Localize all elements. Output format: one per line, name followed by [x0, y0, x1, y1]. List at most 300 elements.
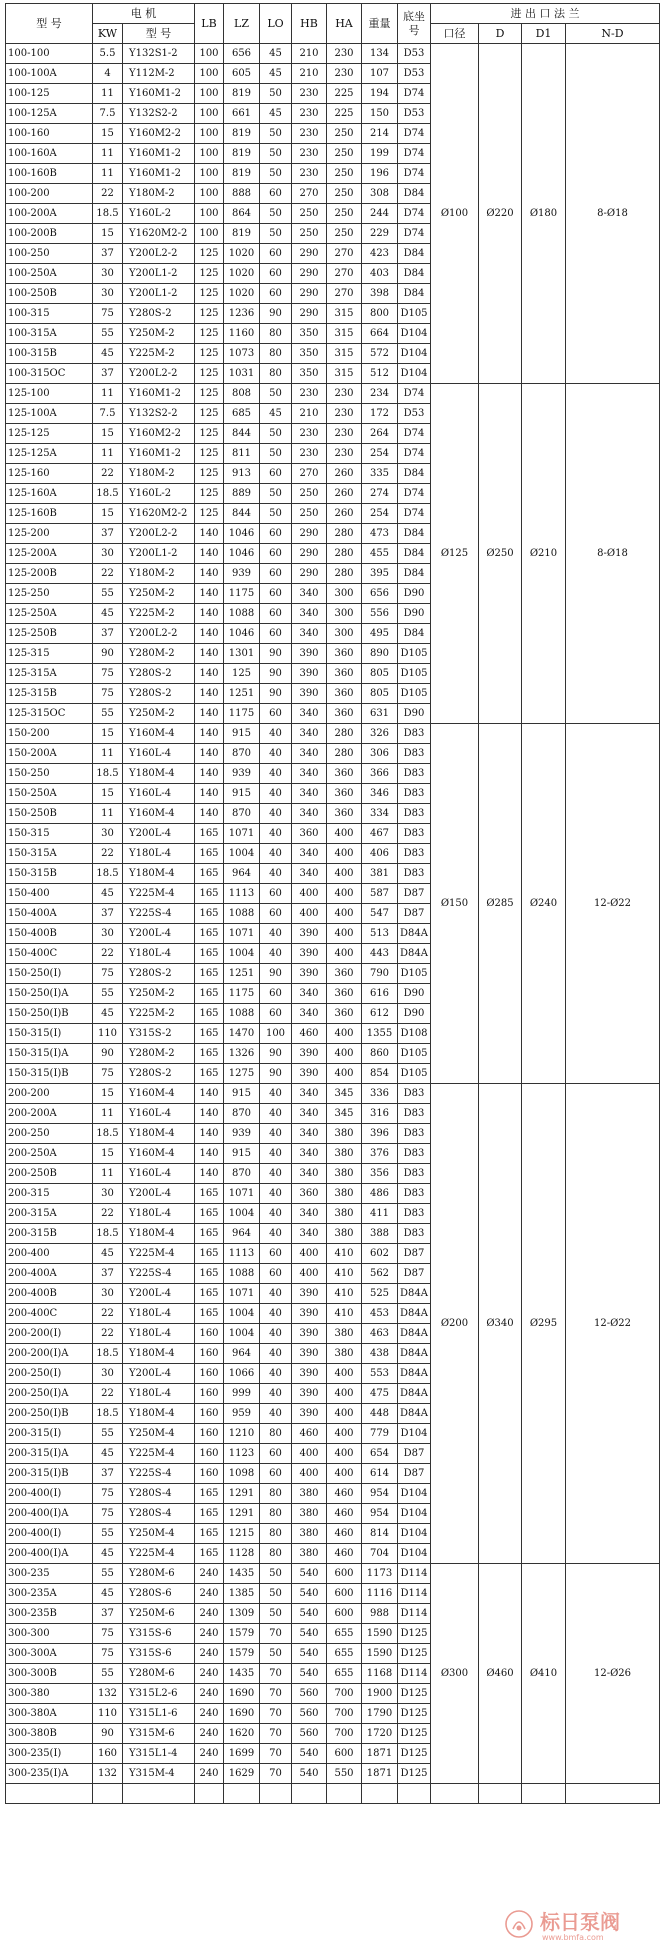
cell-hb: 290 — [292, 244, 327, 264]
brand-logo-icon — [504, 1909, 534, 1939]
cell-lo: 60 — [260, 564, 292, 584]
cell-model: 200-250(I) — [6, 1364, 93, 1384]
cell-model: 100-100A — [6, 64, 93, 84]
cell-lb: 140 — [195, 1144, 224, 1164]
cell-lb: 165 — [195, 1064, 224, 1084]
cell-lb: 160 — [195, 1404, 224, 1424]
cell-model: 100-315 — [6, 304, 93, 324]
cell-lz: 939 — [224, 1124, 260, 1144]
cell-base: D53 — [398, 44, 431, 64]
cell-lo: 90 — [260, 1044, 292, 1064]
cell-motor-model: Y160L-2 — [123, 484, 195, 504]
cell-kw: 30 — [93, 924, 123, 944]
cell-ha: 380 — [327, 1184, 362, 1204]
cell-motor-model: Y160M1-2 — [123, 144, 195, 164]
cell-hb: 340 — [292, 1084, 327, 1104]
cell-base: D105 — [398, 1044, 431, 1064]
cell-lb: 165 — [195, 1484, 224, 1504]
cell-hb: 540 — [292, 1624, 327, 1644]
cell-ha: 400 — [327, 1424, 362, 1444]
cell-lo: 40 — [260, 1224, 292, 1244]
cell-hb: 540 — [292, 1604, 327, 1624]
cell-ha: 230 — [327, 444, 362, 464]
cell-kw: 45 — [93, 1444, 123, 1464]
cell-lb: 140 — [195, 1084, 224, 1104]
cell-hb: 390 — [292, 644, 327, 664]
cell-model: 150-315(I)A — [6, 1044, 93, 1064]
cell-lb: 165 — [195, 1224, 224, 1244]
cell-lz: 1004 — [224, 944, 260, 964]
cell-motor-model: Y200L-4 — [123, 924, 195, 944]
cell-lz: 1251 — [224, 684, 260, 704]
pump-spec-table — [5, 3, 660, 1804]
cell-base: D84A — [398, 1324, 431, 1344]
cell-kw: 55 — [93, 324, 123, 344]
cell-lb: 165 — [195, 844, 224, 864]
cell-hb: 340 — [292, 724, 327, 744]
cell-lb: 240 — [195, 1744, 224, 1764]
cell-weight: 214 — [362, 124, 398, 144]
cell-lb: 140 — [195, 784, 224, 804]
cell-motor-model: Y180M-4 — [123, 864, 195, 884]
cell-kw: 110 — [93, 1704, 123, 1724]
cell-lz: 915 — [224, 724, 260, 744]
cell-weight: 553 — [362, 1364, 398, 1384]
cell-lb: 240 — [195, 1564, 224, 1584]
cell-base: D90 — [398, 604, 431, 624]
cell-model: 100-315OC — [6, 364, 93, 384]
cell-lo: 40 — [260, 744, 292, 764]
cell-weight: 654 — [362, 1444, 398, 1464]
cell-lz: 888 — [224, 184, 260, 204]
cell-base: D125 — [398, 1684, 431, 1704]
cell-lz: 1088 — [224, 1264, 260, 1284]
cell-weight: 336 — [362, 1084, 398, 1104]
cell-flange-nd: 12-Ø22 — [566, 1084, 660, 1564]
cell-lb: 165 — [195, 1244, 224, 1264]
cell-base: D104 — [398, 1524, 431, 1544]
blank-cell — [6, 1784, 93, 1804]
cell-lb: 165 — [195, 1544, 224, 1564]
cell-lo: 50 — [260, 144, 292, 164]
cell-lb: 240 — [195, 1644, 224, 1664]
cell-kw: 11 — [93, 84, 123, 104]
cell-lo: 90 — [260, 1064, 292, 1084]
cell-kw: 15 — [93, 1144, 123, 1164]
cell-ha: 315 — [327, 304, 362, 324]
cell-lz: 1309 — [224, 1604, 260, 1624]
cell-weight: 334 — [362, 804, 398, 824]
cell-model: 100-200A — [6, 204, 93, 224]
cell-lz: 1128 — [224, 1544, 260, 1564]
cell-lb: 160 — [195, 1324, 224, 1344]
cell-lz: 1098 — [224, 1464, 260, 1484]
cell-lb: 160 — [195, 1444, 224, 1464]
cell-lb: 165 — [195, 1504, 224, 1524]
cell-motor-model: Y225M-2 — [123, 344, 195, 364]
cell-base: D84 — [398, 264, 431, 284]
cell-model: 150-315 — [6, 824, 93, 844]
cell-weight: 423 — [362, 244, 398, 264]
cell-weight: 664 — [362, 324, 398, 344]
cell-weight: 800 — [362, 304, 398, 324]
cell-model: 200-400(I)A — [6, 1544, 93, 1564]
cell-base: D104 — [398, 1424, 431, 1444]
cell-weight: 890 — [362, 644, 398, 664]
header-motor: 电 机 — [93, 4, 195, 24]
cell-ha: 400 — [327, 824, 362, 844]
cell-motor-model: Y280M-6 — [123, 1564, 195, 1584]
cell-lb: 100 — [195, 84, 224, 104]
cell-hb: 390 — [292, 1364, 327, 1384]
cell-lo: 60 — [260, 464, 292, 484]
cell-hb: 340 — [292, 744, 327, 764]
cell-lz: 1210 — [224, 1424, 260, 1444]
cell-base: D53 — [398, 104, 431, 124]
cell-ha: 270 — [327, 264, 362, 284]
cell-kw: 11 — [93, 444, 123, 464]
cell-base: D104 — [398, 1544, 431, 1564]
header-ha: HA — [327, 4, 362, 44]
blank-cell — [522, 1784, 566, 1804]
cell-lo: 100 — [260, 1024, 292, 1044]
cell-model: 300-380 — [6, 1684, 93, 1704]
cell-hb: 340 — [292, 1124, 327, 1144]
cell-lz: 1301 — [224, 644, 260, 664]
cell-lz: 819 — [224, 84, 260, 104]
cell-motor-model: Y200L-4 — [123, 824, 195, 844]
cell-motor-model: Y315M-6 — [123, 1724, 195, 1744]
cell-base: D104 — [398, 1484, 431, 1504]
blank-cell — [93, 1784, 123, 1804]
cell-kw: 18.5 — [93, 1224, 123, 1244]
cell-kw: 55 — [93, 1664, 123, 1684]
cell-lb: 100 — [195, 184, 224, 204]
cell-model: 100-200B — [6, 224, 93, 244]
cell-motor-model: Y180L-4 — [123, 1324, 195, 1344]
cell-lb: 140 — [195, 704, 224, 724]
cell-hb: 340 — [292, 764, 327, 784]
cell-model: 200-400A — [6, 1264, 93, 1284]
cell-lz: 915 — [224, 1144, 260, 1164]
cell-weight: 308 — [362, 184, 398, 204]
cell-lb: 165 — [195, 904, 224, 924]
cell-motor-model: Y225S-4 — [123, 1464, 195, 1484]
cell-lo: 40 — [260, 804, 292, 824]
cell-ha: 700 — [327, 1724, 362, 1744]
cell-lo: 80 — [260, 324, 292, 344]
cell-base: D74 — [398, 124, 431, 144]
cell-model: 100-125A — [6, 104, 93, 124]
cell-model: 200-250 — [6, 1124, 93, 1144]
cell-base: D84 — [398, 464, 431, 484]
cell-motor-model: Y315S-6 — [123, 1644, 195, 1664]
cell-motor-model: Y180M-2 — [123, 464, 195, 484]
cell-ha: 655 — [327, 1664, 362, 1684]
cell-hb: 340 — [292, 1004, 327, 1024]
cell-base: D125 — [398, 1704, 431, 1724]
cell-lb: 160 — [195, 1384, 224, 1404]
cell-motor-model: Y315L1-6 — [123, 1704, 195, 1724]
cell-ha: 400 — [327, 1024, 362, 1044]
blank-cell — [566, 1784, 660, 1804]
cell-weight: 486 — [362, 1184, 398, 1204]
cell-base: D84 — [398, 184, 431, 204]
cell-base: D74 — [398, 224, 431, 244]
cell-kw: 37 — [93, 364, 123, 384]
cell-base: D74 — [398, 504, 431, 524]
cell-lo: 60 — [260, 984, 292, 1004]
cell-weight: 614 — [362, 1464, 398, 1484]
cell-hb: 340 — [292, 1164, 327, 1184]
cell-motor-model: Y225M-4 — [123, 1244, 195, 1264]
cell-weight: 1871 — [362, 1764, 398, 1784]
cell-kw: 55 — [93, 984, 123, 1004]
cell-model: 200-200 — [6, 1084, 93, 1104]
cell-lz: 844 — [224, 504, 260, 524]
cell-hb: 390 — [292, 1284, 327, 1304]
cell-motor-model: Y160M-4 — [123, 804, 195, 824]
cell-model: 200-200A — [6, 1104, 93, 1124]
cell-model: 125-160 — [6, 464, 93, 484]
cell-ha: 250 — [327, 144, 362, 164]
cell-model: 125-100A — [6, 404, 93, 424]
cell-base: D90 — [398, 984, 431, 1004]
cell-hb: 540 — [292, 1644, 327, 1664]
cell-base: D84A — [398, 1304, 431, 1324]
cell-lz: 1113 — [224, 1244, 260, 1264]
cell-kw: 18.5 — [93, 1344, 123, 1364]
cell-lb: 140 — [195, 644, 224, 664]
cell-motor-model: Y250M-2 — [123, 324, 195, 344]
cell-hb: 460 — [292, 1424, 327, 1444]
cell-motor-model: Y250M-2 — [123, 984, 195, 1004]
cell-lb: 140 — [195, 684, 224, 704]
cell-lb: 125 — [195, 324, 224, 344]
cell-hb: 290 — [292, 544, 327, 564]
cell-ha: 655 — [327, 1624, 362, 1644]
cell-lo: 60 — [260, 1264, 292, 1284]
cell-motor-model: Y250M-6 — [123, 1604, 195, 1624]
cell-lz: 1046 — [224, 544, 260, 564]
cell-ha: 250 — [327, 124, 362, 144]
cell-kw: 75 — [93, 964, 123, 984]
cell-motor-model: Y1620M2-2 — [123, 504, 195, 524]
cell-ha: 460 — [327, 1504, 362, 1524]
cell-lb: 240 — [195, 1624, 224, 1644]
cell-weight: 556 — [362, 604, 398, 624]
cell-base: D84 — [398, 544, 431, 564]
cell-kw: 55 — [93, 1524, 123, 1544]
cell-base: D53 — [398, 64, 431, 84]
cell-base: D114 — [398, 1604, 431, 1624]
cell-kw: 11 — [93, 1104, 123, 1124]
blank-cell — [195, 1784, 224, 1804]
cell-motor-model: Y160M-4 — [123, 1084, 195, 1104]
cell-model: 125-250B — [6, 624, 93, 644]
cell-model: 100-250A — [6, 264, 93, 284]
cell-motor-model: Y132S1-2 — [123, 44, 195, 64]
cell-lb: 160 — [195, 1344, 224, 1364]
cell-ha: 230 — [327, 384, 362, 404]
cell-base: D74 — [398, 444, 431, 464]
cell-lz: 1004 — [224, 844, 260, 864]
cell-lo: 60 — [260, 244, 292, 264]
cell-lo: 50 — [260, 444, 292, 464]
cell-lb: 140 — [195, 584, 224, 604]
cell-ha: 380 — [327, 1344, 362, 1364]
cell-kw: 110 — [93, 1024, 123, 1044]
cell-model: 125-200B — [6, 564, 93, 584]
cell-lb: 140 — [195, 1104, 224, 1124]
cell-weight: 602 — [362, 1244, 398, 1264]
cell-base: D87 — [398, 884, 431, 904]
cell-model: 100-160A — [6, 144, 93, 164]
cell-motor-model: Y280M-2 — [123, 644, 195, 664]
cell-lo: 50 — [260, 1604, 292, 1624]
cell-weight: 438 — [362, 1344, 398, 1364]
cell-hb: 340 — [292, 984, 327, 1004]
cell-weight: 562 — [362, 1264, 398, 1284]
cell-weight: 525 — [362, 1284, 398, 1304]
cell-ha: 700 — [327, 1704, 362, 1724]
cell-flange-d: Ø340 — [479, 1084, 522, 1564]
cell-kw: 55 — [93, 584, 123, 604]
cell-ha: 400 — [327, 884, 362, 904]
cell-weight: 366 — [362, 764, 398, 784]
cell-motor-model: Y280S-2 — [123, 684, 195, 704]
cell-lz: 819 — [224, 164, 260, 184]
cell-lo: 50 — [260, 384, 292, 404]
cell-lz: 939 — [224, 564, 260, 584]
cell-kw: 45 — [93, 604, 123, 624]
cell-model: 300-235(I) — [6, 1744, 93, 1764]
cell-model: 300-300A — [6, 1644, 93, 1664]
cell-model: 125-125A — [6, 444, 93, 464]
cell-base: D84A — [398, 1364, 431, 1384]
cell-weight: 547 — [362, 904, 398, 924]
cell-lo: 50 — [260, 1644, 292, 1664]
cell-hb: 400 — [292, 1244, 327, 1264]
cell-ha: 230 — [327, 424, 362, 444]
cell-model: 150-315(I)B — [6, 1064, 93, 1084]
cell-weight: 443 — [362, 944, 398, 964]
cell-base: D83 — [398, 864, 431, 884]
cell-lo: 90 — [260, 684, 292, 704]
cell-lb: 240 — [195, 1664, 224, 1684]
cell-hb: 380 — [292, 1524, 327, 1544]
cell-lb: 100 — [195, 44, 224, 64]
cell-base: D83 — [398, 1224, 431, 1244]
cell-lb: 140 — [195, 744, 224, 764]
cell-lz: 870 — [224, 1104, 260, 1124]
cell-weight: 1871 — [362, 1744, 398, 1764]
cell-lo: 60 — [260, 904, 292, 924]
cell-motor-model: Y280M-2 — [123, 1044, 195, 1064]
cell-base: D83 — [398, 764, 431, 784]
cell-model: 150-250(I) — [6, 964, 93, 984]
cell-model: 300-380B — [6, 1724, 93, 1744]
cell-lo: 80 — [260, 1484, 292, 1504]
cell-motor-model: Y1620M2-2 — [123, 224, 195, 244]
cell-ha: 225 — [327, 84, 362, 104]
cell-model: 150-250 — [6, 764, 93, 784]
cell-lz: 1470 — [224, 1024, 260, 1044]
cell-lb: 165 — [195, 884, 224, 904]
cell-flange-bore: Ø125 — [431, 384, 479, 724]
cell-ha: 410 — [327, 1304, 362, 1324]
cell-hb: 340 — [292, 1104, 327, 1124]
cell-lb: 140 — [195, 524, 224, 544]
cell-kw: 45 — [93, 1544, 123, 1564]
cell-kw: 30 — [93, 1364, 123, 1384]
cell-weight: 172 — [362, 404, 398, 424]
cell-kw: 22 — [93, 564, 123, 584]
cell-base: D125 — [398, 1764, 431, 1784]
cell-motor-model: Y200L-4 — [123, 1184, 195, 1204]
cell-lb: 165 — [195, 924, 224, 944]
cell-kw: 75 — [93, 684, 123, 704]
cell-lo: 60 — [260, 524, 292, 544]
cell-weight: 335 — [362, 464, 398, 484]
cell-ha: 460 — [327, 1484, 362, 1504]
cell-lo: 40 — [260, 1124, 292, 1144]
cell-hb: 350 — [292, 324, 327, 344]
cell-lb: 125 — [195, 464, 224, 484]
cell-hb: 540 — [292, 1744, 327, 1764]
cell-base: D84 — [398, 624, 431, 644]
cell-model: 125-315 — [6, 644, 93, 664]
cell-lb: 140 — [195, 1124, 224, 1144]
cell-motor-model: Y180M-2 — [123, 564, 195, 584]
header-motor-model: 型 号 — [123, 24, 195, 44]
cell-lz: 1020 — [224, 284, 260, 304]
cell-base: D84 — [398, 244, 431, 264]
cell-weight: 395 — [362, 564, 398, 584]
cell-lz: 999 — [224, 1384, 260, 1404]
cell-kw: 15 — [93, 224, 123, 244]
cell-flange-d: Ø285 — [479, 724, 522, 1084]
cell-motor-model: Y280S-2 — [123, 304, 195, 324]
cell-model: 300-235 — [6, 1564, 93, 1584]
cell-hb: 380 — [292, 1484, 327, 1504]
cell-hb: 290 — [292, 524, 327, 544]
cell-motor-model: Y315M-4 — [123, 1764, 195, 1784]
cell-lz: 1275 — [224, 1064, 260, 1084]
cell-kw: 45 — [93, 1584, 123, 1604]
cell-base: D83 — [398, 844, 431, 864]
cell-flange-d: Ø460 — [479, 1564, 522, 1784]
cell-ha: 400 — [327, 944, 362, 964]
cell-motor-model: Y225M-2 — [123, 604, 195, 624]
cell-lz: 1251 — [224, 964, 260, 984]
cell-motor-model: Y315L1-4 — [123, 1744, 195, 1764]
cell-lz: 605 — [224, 64, 260, 84]
cell-base: D87 — [398, 1444, 431, 1464]
cell-lo: 45 — [260, 44, 292, 64]
cell-ha: 315 — [327, 364, 362, 384]
cell-lb: 125 — [195, 364, 224, 384]
cell-base: D104 — [398, 364, 431, 384]
cell-base: D104 — [398, 344, 431, 364]
cell-model: 150-200A — [6, 744, 93, 764]
cell-weight: 264 — [362, 424, 398, 444]
cell-kw: 75 — [93, 1484, 123, 1504]
cell-model: 150-250B — [6, 804, 93, 824]
cell-lb: 165 — [195, 1004, 224, 1024]
cell-ha: 360 — [327, 644, 362, 664]
cell-hb: 340 — [292, 704, 327, 724]
